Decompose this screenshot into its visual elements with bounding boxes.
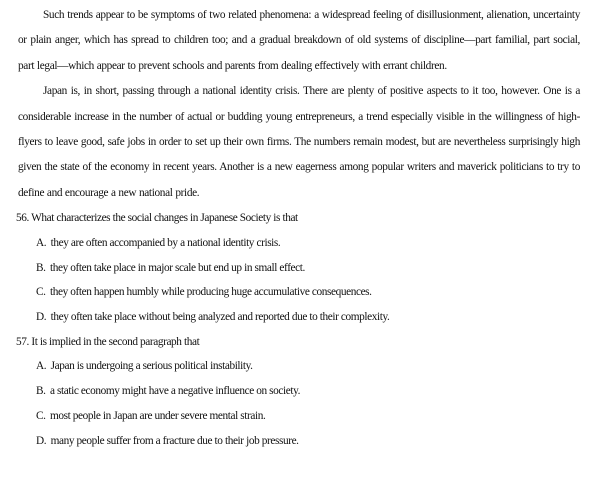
reading-passage: [18, 3, 580, 206]
option-letter: C.: [36, 409, 46, 422]
passage-paragraph-1: Such trends appear to be symptoms of two related phenomena: a widespread feeling of disillusionment, alienation, uncertainty or plain anger, which has spread to children too; and a gradual breakdown of old systems of discipline—part familial, part social, part legal—which appear to prevent schools and parents from dealing effectively with errant children.: [18, 9, 580, 72]
option-letter: A.: [36, 360, 47, 373]
question-57: [18, 330, 580, 454]
option-letter: C.: [36, 286, 46, 299]
option-letter: B.: [36, 261, 46, 274]
option-text: they are often accompanied by a national identity crisis.: [50, 236, 281, 249]
option-d: [36, 305, 580, 330]
question-stem: 57. It is implied in the second paragraph that: [16, 335, 200, 348]
option-letter: A.: [36, 236, 47, 249]
option-b: [36, 379, 580, 404]
passage-paragraph-2: Japan is, in short, passing through a national identity crisis. There are plenty of positive aspects to it too, however. One is a considerable increase in the number of actual or budding young entrepreneurs, a trend especially visible in the willingness of high-flyers to leave good, safe jobs in order to set up their own firms. The numbers remain modest, but are nevertheless surprisingly high given the state of the economy in recent years. Another is a new eagerness among popular writers and maverick politicians to try to define and encourage a new national pride.: [18, 85, 580, 199]
option-text: they often take place in major scale but end up in small effect.: [50, 261, 305, 274]
option-text: Japan is undergoing a serious political instability.: [50, 360, 253, 373]
option-text: they often happen humbly while producing huge accumulative consequences.: [50, 286, 372, 299]
option-letter: B.: [36, 385, 46, 398]
answer-options: [18, 231, 580, 330]
option-d: [36, 429, 580, 454]
question-56: [18, 206, 580, 330]
option-c: [36, 404, 580, 429]
option-c: [36, 280, 580, 305]
question-stem: 56. What characterizes the social changes in Japanese Society is that: [16, 212, 298, 225]
option-a: [36, 354, 580, 379]
option-letter: D.: [36, 311, 47, 324]
option-b: [36, 256, 580, 281]
option-a: [36, 231, 580, 256]
option-text: a static economy might have a negative influence on society.: [50, 385, 301, 398]
option-letter: D.: [36, 434, 47, 447]
option-text: they often take place without being analyzed and reported due to their complexity.: [50, 311, 390, 324]
answer-options: [18, 354, 580, 453]
option-text: many people suffer from a fracture due to their job pressure.: [50, 434, 299, 447]
option-text: most people in Japan are under severe mental strain.: [50, 409, 266, 422]
